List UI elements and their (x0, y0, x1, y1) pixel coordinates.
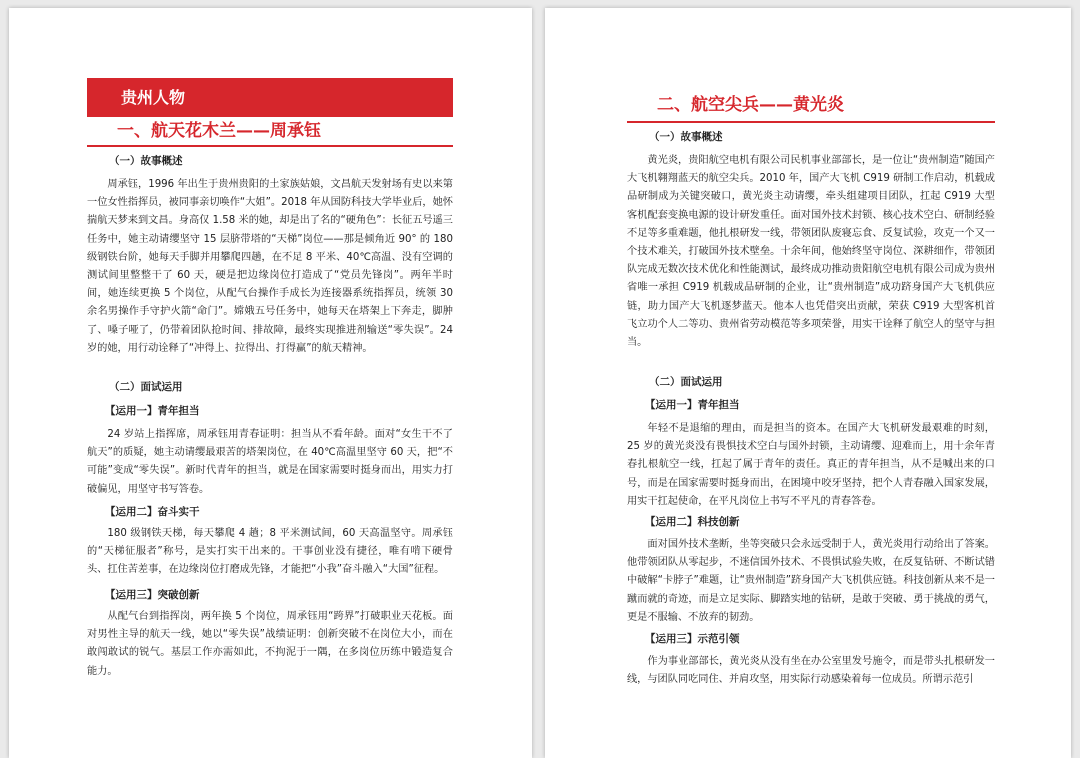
usage-heading: （二）面试运用 (649, 376, 723, 388)
story-paragraph: 周承钰，1996 年出生于贵州贵阳的土家族姑娘，文昌航天发射场有史以来第一位女性指挥员，被同事亲切唤作“大姐”。2018 年从国防科技大学毕业后，她怀揣航天梦来到文昌。身高仅 1.58 米的她，却是出了名的“硬角色”：长征五号遥三任务中，她主动请缨坚守 15 层脐带塔的“天梯”岗位——那是倾角近 90° 的 180 级钢铁台阶，她每天手脚并用攀爬四趟，在不足 8 平米、40℃高温、没有空调的测试间里整整干了 60 天，硬是把边缘岗位打造成了“党员先锋岗”。两年半时间，她连续更换 5 个岗位，从配气台操作手成长为连接器系统指挥员，统领 30 余名男操作手守护火箭“命门”。嫦娥五号任务中，她每天在塔架上下奔走，脚肿了、嗓子哑了，仍带着团队抢时间、排故障，最终实现推进剂输送“零失误”。24 岁的她，用行动诠释了“冲得上、拉得出、打得赢”的航天精神。 (87, 179, 453, 354)
usage-2-title: 【运用二】奋斗实干 (105, 506, 200, 518)
story-paragraph: 黄光炎，贵阳航空电机有限公司民机事业部部长，是一位让“贵州制造”随国产大飞机翱翔蓝天的航空尖兵。2010 年，国产大飞机 C919 研制工作启动，机载成品研制成为关键突破口，黄光炎主动请缨，牵头组建项目团队，扛起 C919 大型客机配套变换电源的设计研发重任。面对国外技术封锁、核心技术空白、研制经验不足等多重难题，他扎根研发一线，带领团队废寝忘食、反复试验，攻克一个又一个技术难关，打破国外技术壁垒。十余年间，他始终坚守岗位、深耕细作，带领团队完成无数次技术优化和性能测试，最终成功推动贵阳航空电机有限公司成为贵州省唯一承担 C919 机载成品研制的企业，让“贵州制造”成功跻身国产大飞机供应链，助力国产大飞机逐梦蓝天。他本人也凭借突出贡献，荣获 C919 大型客机首飞立功个人二等功、贵州省劳动模范等多项荣誉，用实干诠释了航空人的坚守与担当。 (627, 155, 995, 349)
story-heading: （一）故事概述 (649, 131, 723, 143)
section-title: 一、航天花木兰——周承钰 (117, 121, 321, 141)
usage-3-paragraph: 从配气台到指挥岗，两年换 5 个岗位，周承钰用“跨界”打破职业天花板。面对男性主导的航天一线，她以“零失误”战绩证明：创新突破不在岗位大小，而在敢闯敢试的锐气。基层工作亦需如此，不拘泥于一隅，在多岗位历练中锻造复合能力。 (87, 611, 453, 677)
usage-3-title: 【运用三】突破创新 (105, 589, 200, 601)
chapter-banner: 贵州人物 (87, 78, 453, 117)
document-page-right (545, 8, 1071, 758)
section-title-rule (627, 121, 995, 123)
usage-2-title: 【运用二】科技创新 (645, 516, 740, 528)
section-title: 二、航空尖兵——黄光炎 (657, 95, 844, 115)
usage-2-paragraph: 180 级钢铁天梯，每天攀爬 4 趟；8 平米测试间，60 天高温坚守。周承钰的“天梯征服者”称号，是实打实干出来的。干事创业没有捷径，唯有啃下硬骨头、扛住苦差事，在边缘岗位打磨成先锋，才能把“小我”奋斗融入“大国”征程。 (87, 528, 453, 576)
usage-3-title: 【运用三】示范引领 (645, 633, 740, 645)
usage-2-paragraph: 面对国外技术垄断，坐等突破只会永远受制于人，黄光炎用行动给出了答案。他带领团队从零起步，不迷信国外技术、不畏惧试验失败，在反复钻研、不断试错中破解“卡脖子”难题，让“贵州制造”跻身国产大飞机供应链。科技创新从来不是一蹴而就的奇迹，而是立足实际、脚踏实地的钻研，是敢于突破、勇于挑战的勇气，更是不服输、不放弃的韧劲。 (627, 539, 995, 623)
section-title-rule (87, 145, 453, 147)
usage-1-paragraph: 年轻不是退缩的理由，而是担当的资本。在国产大飞机研发最艰难的时刻，25 岁的黄光炎没有畏惧技术空白与国外封锁，主动请缨、迎难而上，用十余年青春扎根航空一线，扛起了属于青年的责任。真正的青年担当，从不是喊出来的口号，而是在国家需要时挺身而出，在困境中咬牙坚持，把个人青春融入国家发展，用实干扛起使命，在平凡岗位上书写不平凡的青春答卷。 (627, 423, 995, 507)
usage-1-title: 【运用一】青年担当 (645, 399, 740, 411)
document-page-left (9, 8, 532, 758)
usage-1-paragraph: 24 岁站上指挥席，周承钰用青春证明：担当从不看年龄。面对“女生干不了航天”的质疑，她主动请缨最艰苦的塔架岗位，在 40℃高温里坚守 60 天，把“不可能”变成“零失误”。新时代青年的担当，就是在国家需要时挺身而出，用实力打破偏见，用坚守书写答卷。 (87, 429, 453, 495)
usage-heading: （二）面试运用 (109, 381, 183, 393)
usage-3-paragraph: 作为事业部部长，黄光炎从没有坐在办公室里发号施令，而是带头扎根研发一线，与团队同吃同住、并肩攻坚，用实际行动感染着每一位成员。所谓示范引 (627, 656, 995, 686)
usage-1-title: 【运用一】青年担当 (105, 405, 200, 417)
story-heading: （一）故事概述 (109, 155, 183, 167)
